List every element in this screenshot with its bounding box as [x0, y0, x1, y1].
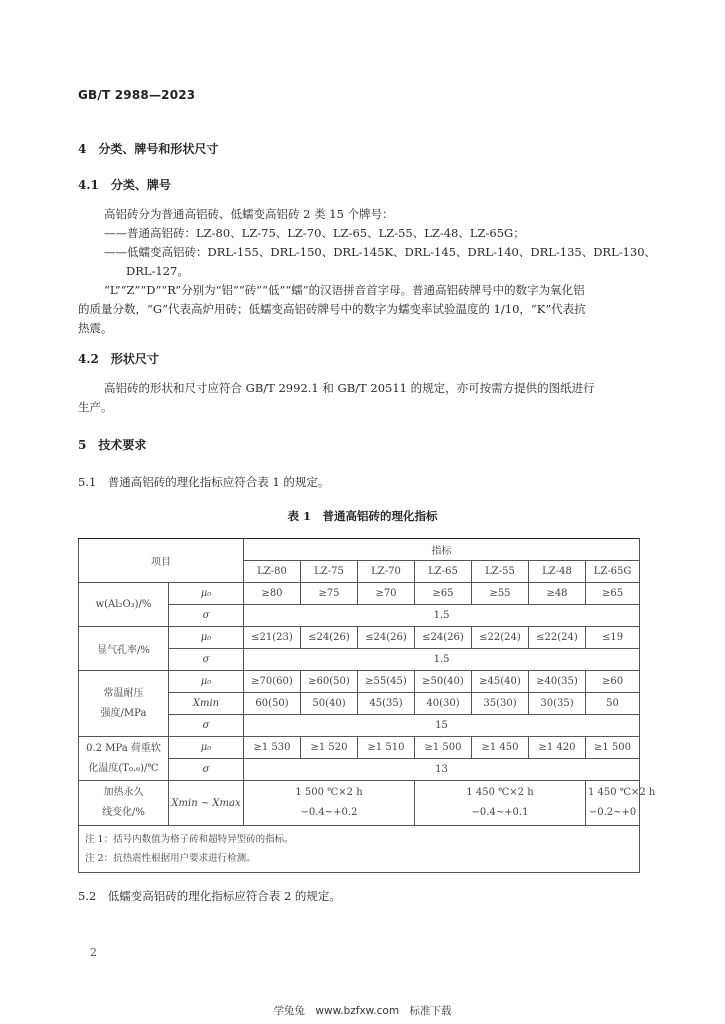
- value-cell: ≥1 500: [415, 737, 472, 759]
- table-header-row: [79, 539, 640, 561]
- header-index: 指标: [244, 539, 640, 561]
- paragraph-4-1-notes-line1: “L”“Z”“D”“R”分别为“铝”“砖”“低”“蠕”的汉语拼音首字母。普通高铝砖牌号中的数字为氧化铝: [104, 283, 585, 297]
- value-cell: ≥1 500: [586, 737, 640, 759]
- grade-cell: LZ-65: [415, 561, 472, 583]
- plc-a-condition: 1 500 ℃×2 h: [295, 787, 363, 798]
- symbol-mu0: μ₀: [169, 737, 244, 759]
- grade-cell: LZ-70: [358, 561, 415, 583]
- row-label-strength-b: 强度/MPa: [100, 707, 147, 719]
- table-row: [79, 671, 640, 693]
- note-2: 注 2：抗热震性根据用户要求进行检测。: [85, 853, 256, 864]
- row-label-strength-a: 常温耐压: [103, 687, 144, 699]
- value-cell: ≤24(26): [358, 627, 415, 649]
- section-5-title: 5 技术要求: [78, 438, 147, 452]
- value-cell: ≥80: [244, 583, 301, 605]
- value-cell: ≤24(26): [415, 627, 472, 649]
- sigma-value: 13: [244, 759, 640, 781]
- value-cell: 35(30): [472, 693, 529, 715]
- value-cell: ≤24(26): [301, 627, 358, 649]
- section-4-title: 4 分类、牌号和形状尺寸: [78, 142, 219, 156]
- row-label-rul: [79, 737, 169, 781]
- plc-b-range: −0.4~+0.1: [471, 807, 529, 818]
- section-4-1-title: 4.1 分类、牌号: [78, 178, 171, 192]
- value-cell: ≥40(35): [529, 671, 586, 693]
- section-4-2-title: 4.2 形状尺寸: [78, 352, 159, 366]
- sigma-value: 1.5: [244, 649, 640, 671]
- paragraph-4-2-line1: 高铝砖的形状和尺寸应符合 GB/T 2992.1 和 GB/T 20511 的规定，亦可按需方提供的图纸进行: [104, 381, 595, 395]
- value-cell: ≥1 420: [529, 737, 586, 759]
- row-label-rul-b: 化温度(T₀.₆)/℃: [88, 762, 159, 774]
- plc-group-b: [415, 781, 586, 826]
- symbol-sigma: σ: [169, 759, 244, 781]
- symbol-mu0: μ₀: [169, 627, 244, 649]
- row-label-plc-b: 线变化/%: [102, 807, 145, 818]
- row-label-rul-a: 0.2 MPa 荷重软: [86, 742, 161, 754]
- standard-code: GB/T 2988—2023: [78, 88, 196, 102]
- row-label-plc: [79, 781, 169, 826]
- value-cell: 50: [586, 693, 640, 715]
- symbol-xmin: Xmin: [169, 693, 244, 715]
- value-cell: ≥1 510: [358, 737, 415, 759]
- value-cell: 50(40): [301, 693, 358, 715]
- table-row: [79, 583, 640, 605]
- grade-cell: LZ-65G: [586, 561, 640, 583]
- value-cell: ≥45(40): [472, 671, 529, 693]
- sigma-value: 1.5: [244, 605, 640, 627]
- paragraph-4-1-notes-line2: 的质量分数，“G”代表高炉用砖；低蠕变高铝砖牌号中的数字为蠕变率试验温度的 1/10，“K”代表抗: [78, 302, 586, 316]
- symbol-sigma: σ: [169, 715, 244, 737]
- value-cell: 60(50): [244, 693, 301, 715]
- grade-cell: LZ-80: [244, 561, 301, 583]
- symbol-xmin-xmax: Xmin ~ Xmax: [169, 781, 244, 826]
- value-cell: ≤22(24): [472, 627, 529, 649]
- plc-c-range: −0.2~+0: [588, 807, 637, 818]
- grade-cell: LZ-55: [472, 561, 529, 583]
- value-cell: 30(35): [529, 693, 586, 715]
- header-item: 项目: [79, 539, 244, 583]
- list-item-low-creep-brick: ——低蠕变高铝砖：DRL-155、DRL-150、DRL-145K、DRL-145、DRL-140、DRL-135、DRL-130、: [104, 245, 657, 259]
- plc-b-condition: 1 450 ℃×2 h: [466, 787, 534, 798]
- value-cell: ≤21(23): [244, 627, 301, 649]
- table-row: [79, 781, 640, 826]
- value-cell: ≥65: [415, 583, 472, 605]
- paragraph-4-1-notes-line3: 热震。: [78, 321, 113, 335]
- value-cell: ≥60: [586, 671, 640, 693]
- page-number: 2: [90, 946, 97, 959]
- table-1-caption: 表 1 普通高铝砖的理化指标: [287, 509, 438, 523]
- paragraph-5-1: 5.1 普通高铝砖的理化指标应符合表 1 的规定。: [78, 475, 330, 489]
- note-1: 注 1：括号内数值为格子砖和超特异型砖的指标。: [85, 834, 294, 845]
- paragraph-5-2: 5.2 低蠕变高铝砖的理化指标应符合表 2 的规定。: [78, 889, 341, 903]
- list-item-common-brick: ——普通高铝砖：LZ-80、LZ-75、LZ-70、LZ-65、LZ-55、LZ-48、LZ-65G；: [104, 226, 525, 240]
- table-row: [79, 737, 640, 759]
- value-cell: ≥55: [472, 583, 529, 605]
- value-cell: ≥65: [586, 583, 640, 605]
- value-cell: ≥1 520: [301, 737, 358, 759]
- paragraph-4-1-intro: 高铝砖分为普通高铝砖、低蠕变高铝砖 2 类 15 个牌号：: [104, 207, 394, 221]
- value-cell: 40(30): [415, 693, 472, 715]
- plc-group-c: [586, 781, 656, 826]
- grade-cell: LZ-75: [301, 561, 358, 583]
- symbol-sigma: σ: [169, 605, 244, 627]
- value-cell: ≥50(40): [415, 671, 472, 693]
- value-cell: ≥75: [301, 583, 358, 605]
- list-item-low-creep-brick-cont: DRL-127。: [126, 264, 189, 278]
- value-cell: ≤22(24): [529, 627, 586, 649]
- grade-cell: LZ-48: [529, 561, 586, 583]
- paragraph-4-2-line2: 生产。: [78, 400, 113, 414]
- symbol-mu0: μ₀: [169, 583, 244, 605]
- value-cell: ≥70(60): [244, 671, 301, 693]
- plc-c-condition: 1 450 ℃×2 h: [588, 787, 656, 798]
- value-cell: ≤19: [586, 627, 640, 649]
- table-notes: [79, 826, 640, 873]
- row-label-porosity: 显气孔率/%: [79, 627, 169, 671]
- value-cell: ≥70: [358, 583, 415, 605]
- row-label-al2o3: w(Al₂O₃)/%: [79, 583, 169, 627]
- table-1: [78, 538, 656, 873]
- value-cell: ≥48: [529, 583, 586, 605]
- symbol-mu0: μ₀: [169, 671, 244, 693]
- value-cell: ≥60(50): [301, 671, 358, 693]
- row-label-plc-a: 加热永久: [103, 787, 144, 798]
- row-label-strength: [79, 671, 169, 737]
- symbol-sigma: σ: [169, 649, 244, 671]
- sigma-value: 15: [244, 715, 640, 737]
- table-notes-row: [79, 826, 640, 873]
- plc-group-a: [244, 781, 415, 826]
- value-cell: ≥1 450: [472, 737, 529, 759]
- footer-watermark: 学兔兔 www.bzfxw.com 标准下载: [273, 1005, 452, 1017]
- value-cell: 45(35): [358, 693, 415, 715]
- value-cell: ≥1 530: [244, 737, 301, 759]
- plc-a-range: −0.4~+0.2: [300, 807, 358, 818]
- table-row: [79, 627, 640, 649]
- value-cell: ≥55(45): [358, 671, 415, 693]
